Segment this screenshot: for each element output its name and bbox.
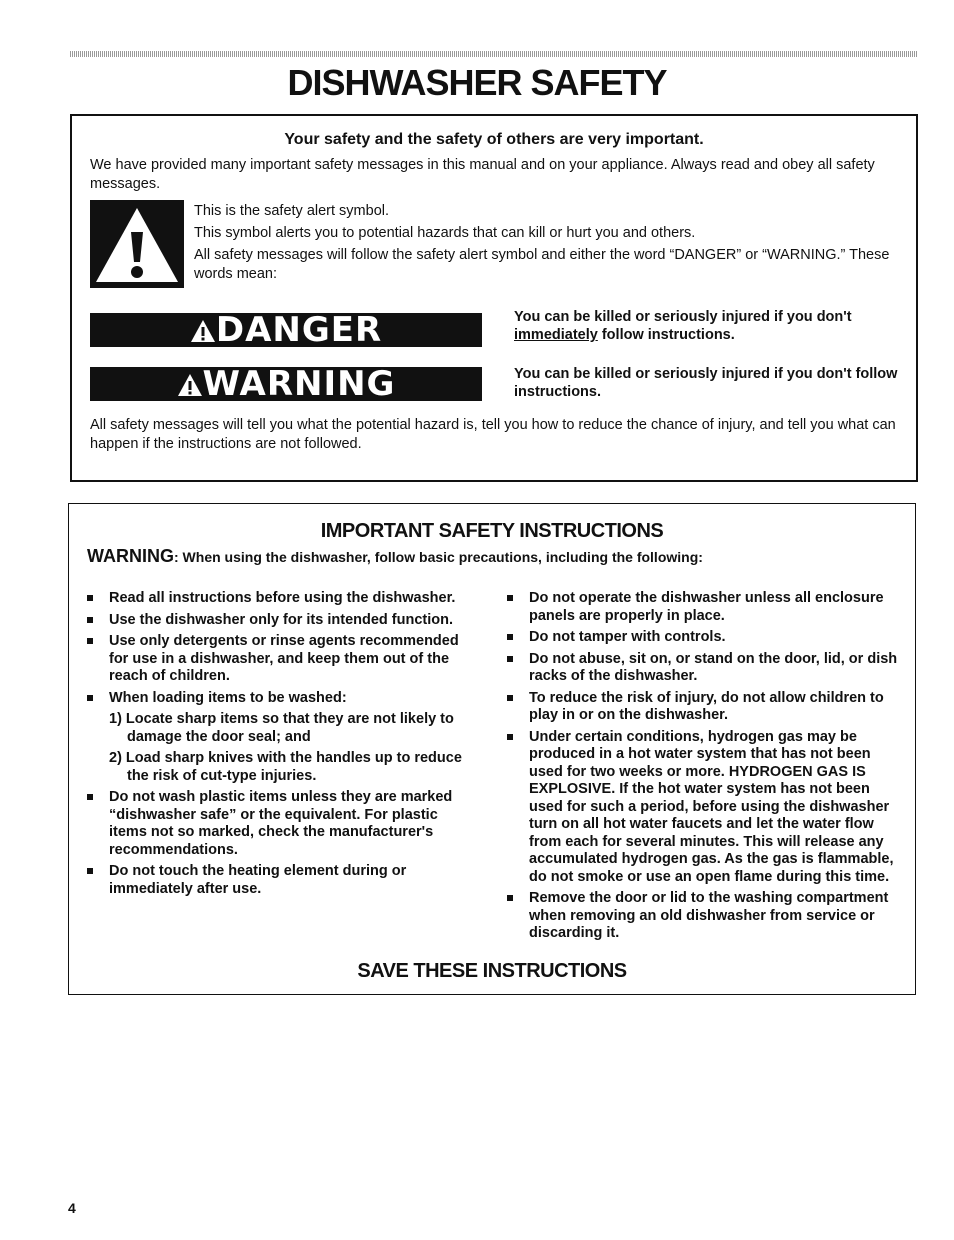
list-item-text: Do not tamper with controls.: [529, 629, 726, 645]
list-item: [87, 863, 477, 898]
danger-alert-icon: [190, 319, 216, 343]
list-item-text: Under certain conditions, hydrogen gas may be produced in a hot water system that has not been used for two weeks or more. HYDROGEN GAS IS EXPLOSIVE. If the hot water system has not been used for such a period, before using the dishwasher turn on all hot water faucets and let the water flow from each for several minutes. This will release any accumulated hydrogen gas. As the gas is flammable, do not smoke or use an open flame during this time.: [529, 728, 894, 885]
page-title: DISHWASHER SAFETY: [287, 62, 667, 103]
bullet-icon: [507, 895, 513, 901]
page-number: 4: [68, 1200, 76, 1216]
bullet-icon: [87, 617, 93, 623]
warning-word: WARNING: [87, 546, 174, 566]
instructions-heading: IMPORTANT SAFETY INSTRUCTIONS: [320, 520, 664, 542]
bullet-icon: [507, 656, 513, 662]
list-item-text: Do not touch the heating element during or immediately after use.: [109, 863, 407, 897]
list-item: [507, 890, 907, 943]
safety-alert-icon: [90, 200, 184, 288]
bullet-icon: [507, 695, 513, 701]
bullet-icon: [507, 595, 513, 601]
list-item: [87, 612, 477, 630]
list-item-text: Use only detergents or rinse agents recommended for use in a dishwasher, and keep them out of the reach of children.: [109, 633, 459, 684]
safety-closing: All safety messages will tell you what the potential hazard is, tell you how to reduce the chance of injury, and tell you what can happen if the instructions are not followed.: [90, 417, 896, 452]
bullet-icon: [507, 634, 513, 640]
list-item: [507, 629, 907, 647]
warning-text: : When using the dishwasher, follow basic precautions, including the following:: [174, 549, 703, 565]
top-rule: [70, 51, 918, 57]
warning-label: WARNING: [202, 364, 396, 404]
list-item: [507, 590, 907, 625]
danger-label: DANGER: [215, 310, 383, 350]
emphasis-underline: immediately: [514, 327, 598, 343]
alert-line: All safety messages will follow the safety alert symbol and either the word “DANGER” or “WARNING.” These words mean:: [194, 247, 890, 282]
list-item: [87, 590, 477, 608]
list-item-text: Do not abuse, sit on, or stand on the door, lid, or dish racks of the dishwasher.: [529, 650, 898, 684]
sub-item: 1) Locate sharp items so that they are not likely to damage the door seal; and: [109, 711, 454, 745]
list-item-text: Remove the door or lid to the washing compartment when removing an old dishwasher from service or discarding it.: [529, 890, 889, 941]
list-item-text: Do not operate the dishwasher unless all enclosure panels are properly in place.: [529, 590, 884, 624]
list-item: [87, 789, 477, 859]
alert-description: [194, 202, 894, 287]
safety-heading: Your safety and the safety of others are very important.: [284, 131, 704, 148]
danger-signal-bar: [90, 310, 482, 350]
instructions-left-column: [87, 590, 477, 902]
bullet-icon: [87, 794, 93, 800]
warning-message: You can be killed or seriously injured if you don't follow instructions.: [514, 366, 898, 400]
danger-message: You can be killed or seriously injured if you don't immediately follow instructions.: [514, 309, 852, 343]
alert-line: This is the safety alert symbol.: [194, 203, 390, 219]
bullet-icon: [87, 868, 93, 874]
warning-intro: [87, 546, 703, 567]
safety-intro: We have provided many important safety messages in this manual and on your appliance. Always read and obey all safety messages.: [90, 157, 875, 192]
instructions-box: [68, 503, 916, 995]
bullet-icon: [87, 595, 93, 601]
instructions-right-column: [507, 590, 907, 947]
warning-alert-icon: [177, 373, 203, 397]
list-item: [507, 729, 907, 887]
list-item-text: Do not wash plastic items unless they are marked “dishwasher safe” or the equivalent. For plastic items not so marked, check the manufacturer's recommendations.: [109, 789, 453, 858]
list-item-text: When loading items to be washed:: [109, 689, 347, 706]
list-item-text: Use the dishwasher only for its intended function.: [109, 611, 454, 628]
sub-item: 2) Load sharp knives with the handles up to reduce the risk of cut-type injuries.: [109, 750, 462, 784]
list-item: [507, 651, 907, 686]
warning-signal-bar: [90, 364, 482, 404]
bullet-icon: [87, 695, 93, 701]
list-item-text: To reduce the risk of injury, do not allow children to play in or on the dishwasher.: [529, 689, 884, 723]
list-item-text: Read all instructions before using the dishwasher.: [109, 590, 456, 606]
list-item: [87, 690, 477, 708]
list-item: [87, 633, 477, 686]
bullet-icon: [87, 638, 93, 644]
bullet-icon: [507, 734, 513, 740]
list-item: [507, 690, 907, 725]
alert-line: This symbol alerts you to potential hazards that can kill or hurt you and others.: [194, 225, 696, 241]
save-instructions: SAVE THESE INSTRUCTIONS: [357, 960, 627, 982]
safety-box: [70, 114, 918, 482]
